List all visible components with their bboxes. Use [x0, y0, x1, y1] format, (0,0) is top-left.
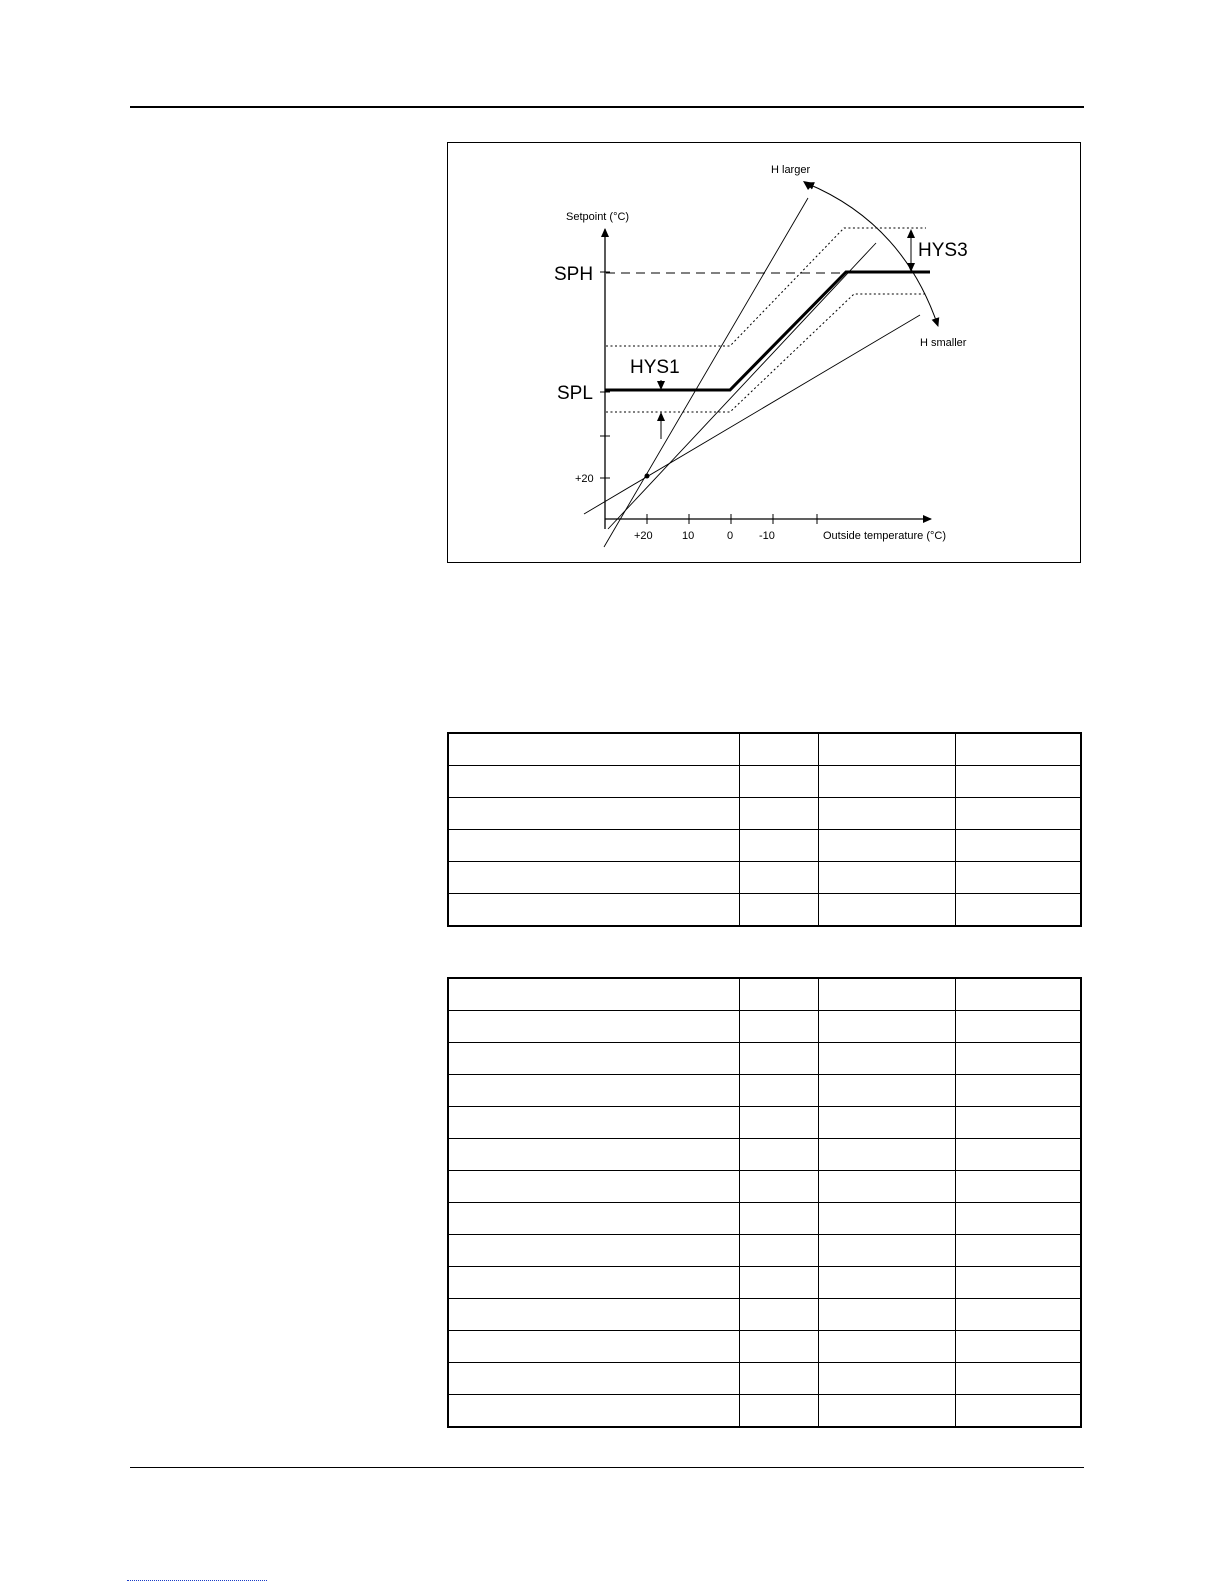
table-row — [448, 1331, 1081, 1363]
table-cell — [448, 1107, 740, 1139]
table-cell — [819, 1395, 956, 1428]
table-row — [448, 1011, 1081, 1043]
table-cell — [819, 1171, 956, 1203]
table-row — [448, 1267, 1081, 1299]
table-row — [448, 733, 1081, 766]
table-row — [448, 1395, 1081, 1428]
x-axis-label: Outside temperature (°C) — [823, 530, 946, 542]
curve-flat — [584, 315, 920, 514]
table-cell — [740, 766, 819, 798]
table-cell — [448, 1075, 740, 1107]
table-cell — [740, 1043, 819, 1075]
table-cell — [956, 1299, 1082, 1331]
footer-rule — [130, 1467, 1084, 1468]
table-cell — [448, 978, 740, 1011]
table-cell — [448, 1171, 740, 1203]
table-row — [448, 1107, 1081, 1139]
table-cell — [956, 1363, 1082, 1395]
table-cell — [819, 1203, 956, 1235]
hys3-label: HYS3 — [918, 240, 968, 261]
table-cell — [819, 1011, 956, 1043]
table-cell — [740, 1299, 819, 1331]
table-cell — [448, 798, 740, 830]
table-row — [448, 830, 1081, 862]
table-cell — [740, 1363, 819, 1395]
table-cell — [740, 978, 819, 1011]
table-cell — [956, 1011, 1082, 1043]
parameter-table-2 — [447, 977, 1082, 1428]
table-cell — [740, 733, 819, 766]
table-cell — [448, 766, 740, 798]
curve-middle — [608, 243, 876, 529]
table-cell — [956, 733, 1082, 766]
table-cell — [819, 1139, 956, 1171]
table-cell — [819, 978, 956, 1011]
table-cell — [740, 830, 819, 862]
heating-curve-figure — [447, 142, 1081, 563]
table-cell — [448, 1139, 740, 1171]
h-smaller-label: H smaller — [920, 337, 967, 349]
table-cell — [956, 1139, 1082, 1171]
footer-link-underline[interactable] — [127, 1580, 267, 1581]
x-tick-label: 10 — [682, 530, 695, 542]
heating-curve-diagram — [448, 143, 1082, 564]
table-cell — [956, 1171, 1082, 1203]
x-tick-label: +20 — [634, 530, 653, 542]
table-cell — [956, 1267, 1082, 1299]
table-cell — [956, 1235, 1082, 1267]
table-cell — [740, 1267, 819, 1299]
table-cell — [956, 862, 1082, 894]
table-cell — [448, 862, 740, 894]
table-cell — [819, 1363, 956, 1395]
table-cell — [956, 766, 1082, 798]
table-cell — [819, 1331, 956, 1363]
table-cell — [448, 1235, 740, 1267]
table-cell — [740, 1171, 819, 1203]
table-row — [448, 798, 1081, 830]
table-row — [448, 1171, 1081, 1203]
table-cell — [819, 733, 956, 766]
table-cell — [956, 830, 1082, 862]
table-cell — [956, 1395, 1082, 1428]
table-cell — [956, 1075, 1082, 1107]
table-cell — [956, 798, 1082, 830]
table-cell — [740, 1395, 819, 1428]
curve-pivot-point — [645, 474, 650, 479]
table-cell — [819, 894, 956, 927]
table-cell — [448, 1043, 740, 1075]
table-cell — [819, 1043, 956, 1075]
table-cell — [448, 1395, 740, 1428]
table-cell — [819, 830, 956, 862]
table-cell — [448, 894, 740, 927]
x-tick-label: 0 — [727, 530, 734, 542]
hysteresis-upper-band — [606, 228, 926, 346]
header-rule — [130, 106, 1084, 108]
table-cell — [956, 1203, 1082, 1235]
table-cell — [740, 1139, 819, 1171]
table-cell — [740, 1235, 819, 1267]
table-row — [448, 862, 1081, 894]
table-cell — [740, 894, 819, 927]
parameter-table-1 — [447, 732, 1082, 927]
h-larger-label: H larger — [771, 164, 811, 176]
table-cell — [740, 862, 819, 894]
table-cell — [448, 1331, 740, 1363]
table-cell — [740, 798, 819, 830]
table-cell — [448, 733, 740, 766]
y-tick-label-20: +20 — [575, 473, 594, 485]
table-cell — [819, 1267, 956, 1299]
spl-label: SPL — [557, 383, 593, 404]
table-row — [448, 1363, 1081, 1395]
hys1-label: HYS1 — [630, 357, 680, 378]
table-cell — [956, 1331, 1082, 1363]
table-cell — [956, 978, 1082, 1011]
table-cell — [819, 1299, 956, 1331]
table-cell — [740, 1331, 819, 1363]
table-cell — [448, 1011, 740, 1043]
table-cell — [819, 1235, 956, 1267]
table-row — [448, 1075, 1081, 1107]
table-cell — [819, 798, 956, 830]
y-axis-label: Setpoint (°C) — [566, 211, 630, 223]
table-cell — [819, 766, 956, 798]
table-cell — [740, 1075, 819, 1107]
table-cell — [740, 1107, 819, 1139]
x-tick-label: -10 — [759, 530, 775, 542]
table-cell — [819, 1107, 956, 1139]
table-cell — [956, 1043, 1082, 1075]
table-row — [448, 1203, 1081, 1235]
table-cell — [740, 1203, 819, 1235]
table-cell — [448, 1267, 740, 1299]
table-row — [448, 1043, 1081, 1075]
table-row — [448, 1139, 1081, 1171]
sph-label: SPH — [554, 264, 594, 285]
table-cell — [819, 862, 956, 894]
table-cell — [448, 1203, 740, 1235]
table-cell — [448, 830, 740, 862]
table-row — [448, 1235, 1081, 1267]
table-cell — [956, 894, 1082, 927]
table-cell — [448, 1363, 740, 1395]
table-row — [448, 894, 1081, 927]
table-row — [448, 766, 1081, 798]
table-cell — [740, 1011, 819, 1043]
table-row — [448, 1299, 1081, 1331]
table-cell — [819, 1075, 956, 1107]
table-cell — [956, 1107, 1082, 1139]
table-cell — [448, 1299, 740, 1331]
table-row — [448, 978, 1081, 1011]
